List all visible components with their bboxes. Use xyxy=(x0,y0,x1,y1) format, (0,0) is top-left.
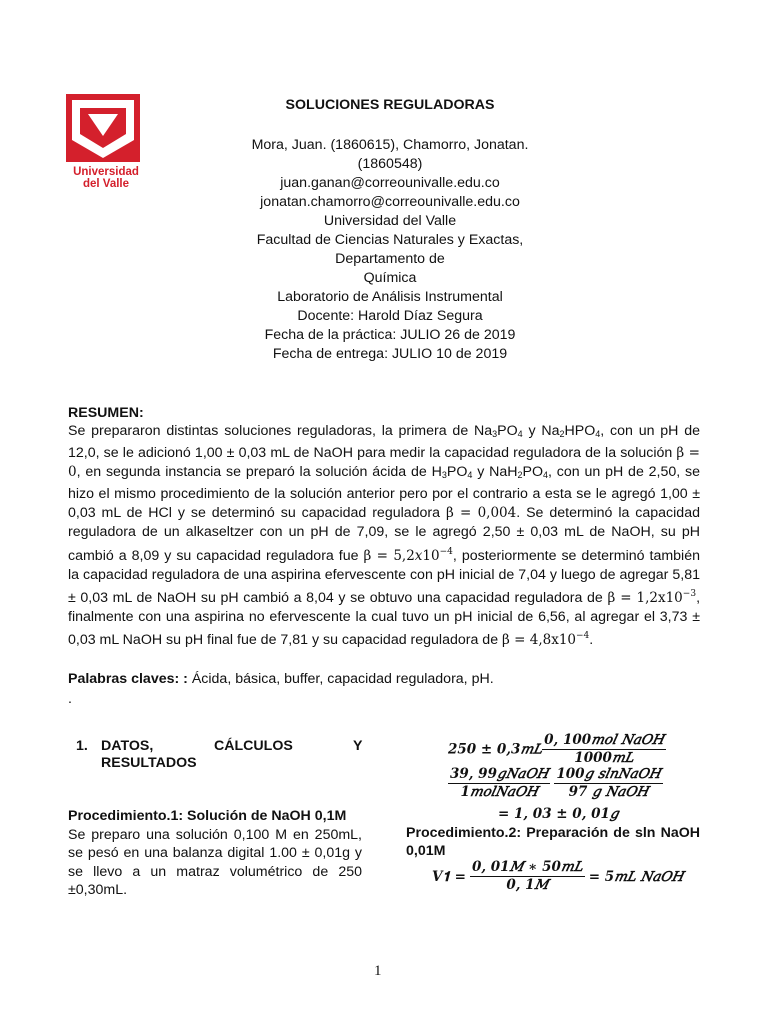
beta-value-1: β = 0 xyxy=(68,445,700,481)
procedure-2-heading: Procedimiento.2: Preparación de sln NaOH 0,01M xyxy=(406,825,700,860)
section-number: 1. xyxy=(76,738,88,754)
section-word-datos: DATOS, xyxy=(101,738,154,754)
author-id: (1860548) xyxy=(357,156,423,172)
beta-value-2: β = 0,004 xyxy=(445,505,517,522)
equation-1-line2 xyxy=(448,766,663,801)
page-number: 1 xyxy=(374,963,382,979)
author-email-1: juan.ganan@correounivalle.edu.co xyxy=(280,175,500,191)
abstract-heading: RESUMEN: xyxy=(68,405,144,421)
paper-title: SOLUCIONES REGULADORAS xyxy=(285,97,495,113)
beta-value-3: β = 5,2𝑥10 xyxy=(363,547,440,564)
equation-1-result: = 1, 03 ± 0, 01𝑔 xyxy=(498,806,619,822)
author-line: Mora, Juan. (1860615), Chamorro, Jonatan. xyxy=(251,137,529,153)
eq1-fraction2-num: 39, 99𝑔𝑁𝑎𝑂𝐻 xyxy=(450,766,549,782)
abstract-body: Se prepararon distintas soluciones reguladoras, la primera de $Na_3PO_4$ y $Na_2HPO_4$, con un pH de 12,0, se le adicionó 1,00 ± 0,03 mL de NaOH para medir la capacidad reguladora de la solución β = 0, en segunda instancia se preparó la solución ácida de $H_3PO_4$ y $NaH_2PO_4$, con un pH de 2,50, se hizo el mismo procedimiento de la solución anterior pero por el contrario a esta se le agregó 1,00 ± 0,03 mL de HCl y se determinó su capacidad reguladora β = 0,004. Se determinó la capacidad reguladora de un alkaseltzer con un pH de 7,09, se le agregó 2,50 ± 0,03 mL de NaOH, su pH cambió a 8,09 y su capacidad reguladora fue $\beta = 5,2𝑥10^{-4}$, posteriormente se determinó también la capacidad reguladora de una aspirina efervescente con pH inicial de 7,04 y luego de agregar 5,81 ± 0,03 mL de NaOH su pH cambió a 8,04 y se obtuvo una capacidad reguladora de $\beta = 1,2x10^{-3}$, finalmente con una aspirina no efervescente la cual tuvo un pH inicial de 6,56, al agregar el 3,73 ± 0,03 mL NaOH su pH final fue de 7,81 y su capacidad reguladora de $\beta = 4,8x10^{-4}$. xyxy=(68,423,701,648)
section-word-resultados: RESULTADOS xyxy=(101,755,197,771)
eq1-fraction2-den: 1𝑚𝑜𝑙𝑁𝑎𝑂𝐻 xyxy=(460,784,538,800)
eq1-fraction3-den: 97 𝑔 𝑁𝑎𝑂𝐻 xyxy=(568,784,649,800)
eq2-den: 0, 1𝑀 xyxy=(506,877,549,893)
beta-value-5: β = 4,8x10 xyxy=(502,631,577,648)
eq1-fraction1-num: 0, 100𝑚𝑜𝑙 𝑁𝑎𝑂𝐻 xyxy=(544,732,664,748)
keywords-label: Palabras claves: : xyxy=(68,671,188,687)
teacher-name: Docente: Harold Díaz Segura xyxy=(297,308,483,324)
section-word-y: Y xyxy=(353,738,363,754)
equation-1-line1: 250 ± 0,3𝑚𝐿 $\frac{\text{0, 100𝑚𝑜𝑙 𝑁𝑎𝑂𝐻}}{\text{1000𝑚𝐿}}$ xyxy=(448,732,664,766)
eq2-lhs: 𝑽𝟏 = xyxy=(432,868,466,885)
logo-text-line2: del Valle xyxy=(82,178,130,190)
eq2-rhs: = 5𝑚𝐿 𝑁𝑎𝑂𝐻 xyxy=(588,868,684,885)
logo-text-line1: Universidad xyxy=(73,166,139,178)
affiliation-department: Departamento de xyxy=(335,251,445,267)
affiliation-university: Universidad del Valle xyxy=(323,213,457,229)
equation-2 xyxy=(432,859,683,894)
laboratory-name: Laboratorio de Análisis Instrumental xyxy=(277,289,503,305)
delivery-date: Fecha de entrega: JULIO 10 de 2019 xyxy=(272,346,508,362)
practice-date: Fecha de la práctica: JULIO 26 de 2019 xyxy=(264,327,516,343)
eq1-fraction1-den: 1000𝑚𝐿 xyxy=(574,750,634,766)
beta-value-4: β = 1,2x10 xyxy=(607,589,683,606)
eq2-num: 0, 01𝑀 ∗ 50𝑚𝐿 xyxy=(472,859,583,875)
affiliation-faculty: Facultad de Ciencias Naturales y Exactas, xyxy=(256,232,524,248)
procedure-1-text: Se preparo una solución 0,100 M en 250mL, se pesó en una balanza digital 1.00 ± 0,01g y se llevo a un matraz volumétrico de 250 ±0,30mL. xyxy=(68,827,362,898)
keywords xyxy=(68,670,700,689)
author-email-2: jonatan.chamorro@correounivalle.edu.co xyxy=(260,194,520,210)
procedure-1-heading: Procedimiento.1: Solución de NaOH 0,1M xyxy=(68,808,347,824)
keywords-trailing-dot: . xyxy=(68,691,72,707)
eq1-fraction3-num: 100𝑔 𝑠𝑙𝑛𝑁𝑎𝑂𝐻 xyxy=(556,766,661,782)
keywords-text: Ácida, básica, buffer, capacidad reguladora, pH. xyxy=(187,671,494,687)
section-word-calculos: CÁLCULOS xyxy=(214,738,293,754)
affiliation-chemistry: Química xyxy=(363,270,417,286)
